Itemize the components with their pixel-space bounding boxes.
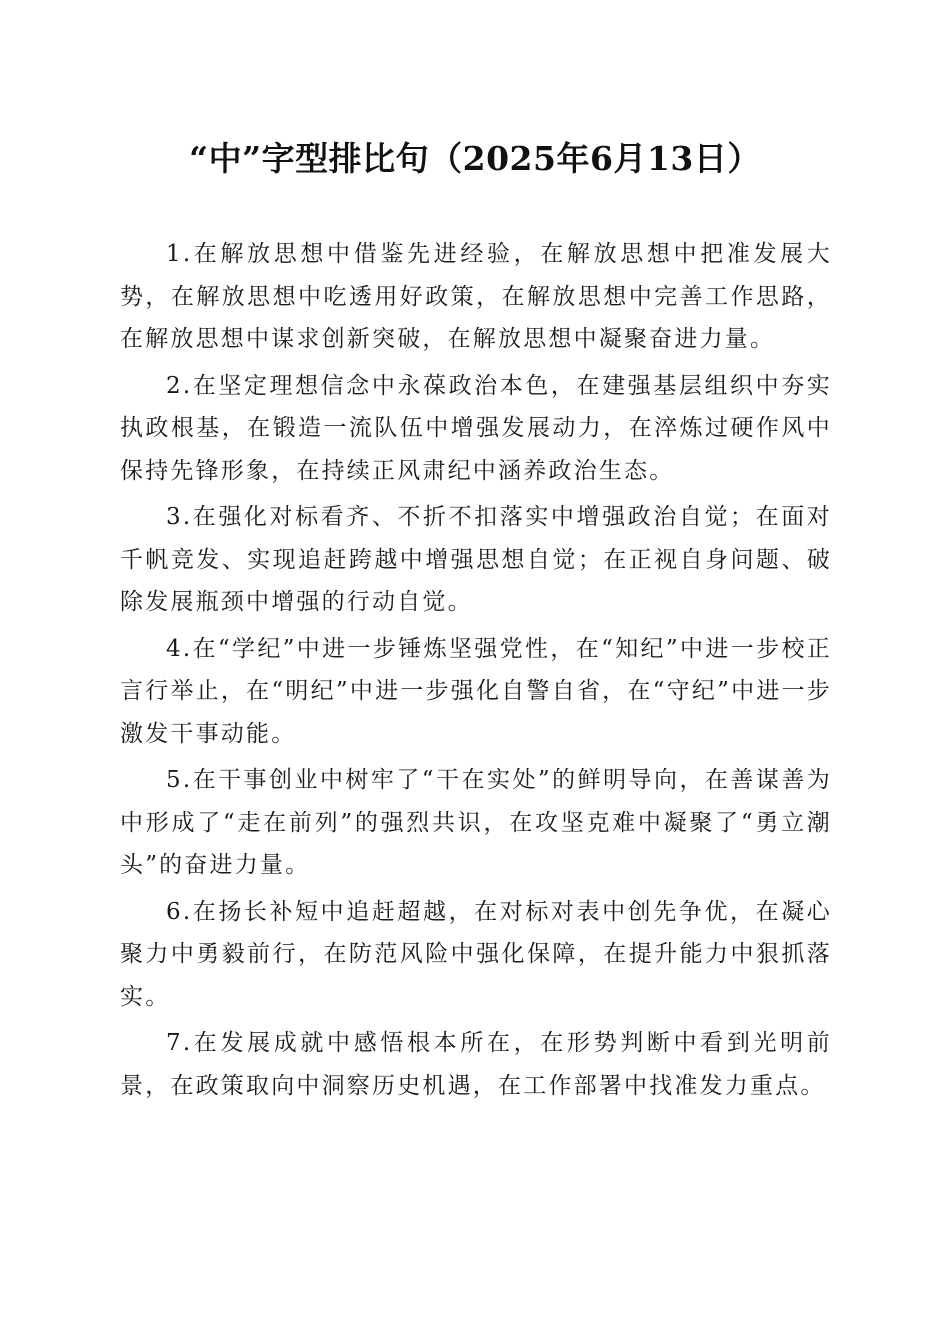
paragraph-1: 1.在解放思想中借鉴先进经验，在解放思想中把准发展大势，在解放思想中吃透用好政策，在解放思想中完善工作思路，在解放思想中谋求创新突破，在解放思想中凝聚奋进力量。 [120, 241, 832, 352]
paragraph-2: 2.在坚定理想信念中永葆政治本色，在建强基层组织中夯实执政根基，在锻造一流队伍中增强发展动力，在淬炼过硬作风中保持先锋形象，在持续正风肃纪中涵养政治生态。 [120, 372, 832, 484]
paragraph-5: 5.在干事创业中树牢了“干在实处”的鲜明导向，在善谋善为中形成了“走在前列”的强烈共识，在攻坚克难中凝聚了“勇立潮头”的奋进力量。 [120, 767, 832, 878]
paragraph-3: 3.在强化对标看齐、不折不扣落实中增强政治自觉；在面对千帆竞发、实现追赶跨越中增强思想自觉；在正视自身问题、破除发展瓶颈中增强的行动自觉。 [120, 504, 832, 615]
document-title: “中”字型排比句（2025年6月13日） [189, 139, 761, 178]
paragraph-6: 6.在扬长补短中追赶超越，在对标对表中创先争优，在凝心聚力中勇毅前行，在防范风险中强化保障，在提升能力中狠抓落实。 [120, 898, 832, 1010]
document-body [120, 233, 832, 1111]
paragraph-4: 4.在“学纪”中进一步锤炼坚强党性，在“知纪”中进一步校正言行举止，在“明纪”中进一步强化自警自省，在“守纪”中进一步激发干事动能。 [120, 635, 832, 747]
paragraph-7: 7.在发展成就中感悟根本所在，在形势判断中看到光明前景，在政策取向中洞察历史机遇，在工作部署中找准发力重点。 [120, 1030, 832, 1099]
